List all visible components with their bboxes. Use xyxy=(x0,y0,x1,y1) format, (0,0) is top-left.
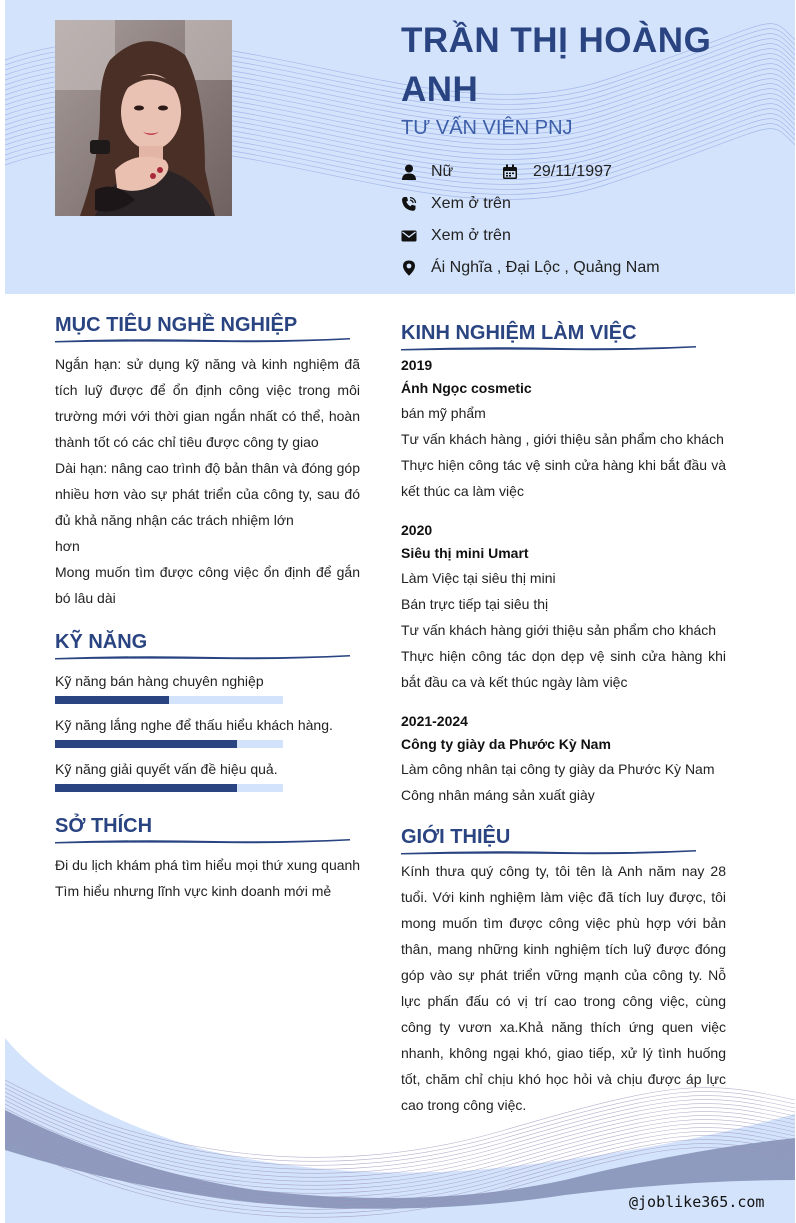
experience-line: Bán trực tiếp tại siêu thị xyxy=(401,596,549,612)
experience-line: Thực hiện công tác vệ sinh cửa hàng khi bắt đầu và kết thúc ca làm việc xyxy=(401,457,726,499)
skill-bar-fill xyxy=(55,784,237,792)
objective-line: Ngắn hạn: sử dụng kỹ năng và kinh nghiệm đã tích luỹ được để ổn định công việc trong môi trường mới với thời gian ngắn nhất có thể, hoàn thành tốt có các chỉ tiêu được công ty giao xyxy=(55,356,360,450)
phone-icon xyxy=(401,196,417,212)
address-row xyxy=(401,258,660,278)
experience-year: 2021-2024 xyxy=(401,713,468,729)
hobby-line: Tìm hiểu nhưng lĩnh vực kinh doanh mới mẻ xyxy=(55,883,332,899)
candidate-name: TRẦN THỊ HOÀNG ANH xyxy=(401,21,712,109)
hobbies-text xyxy=(55,852,365,904)
address-value: Ái Nghĩa , Đại Lộc , Quảng Nam xyxy=(431,259,660,276)
experience-company: Siêu thị mini Umart xyxy=(401,545,529,561)
skill-item xyxy=(55,671,355,704)
experience-line: Tư vấn khách hàng giới thiệu sản phẩm cho khách xyxy=(401,622,717,638)
skill-bar xyxy=(55,784,283,792)
gender-value: Nữ xyxy=(431,163,454,180)
profile-photo xyxy=(55,20,232,216)
objective-text xyxy=(55,351,360,611)
objective-line: hơn xyxy=(55,538,80,554)
skill-label: Kỹ năng lắng nghe để thấu hiểu khách hàng. xyxy=(55,717,333,733)
about-heading: GIỚI THIỆU xyxy=(401,826,511,848)
experience-underline xyxy=(401,344,696,352)
experience-heading: KINH NGHIỆM LÀM VIỆC xyxy=(401,322,637,344)
user-icon xyxy=(401,164,417,180)
experience-line: Làm công nhân tại công ty giày da Phước Kỳ Nam xyxy=(401,761,715,777)
objective-underline xyxy=(55,336,350,344)
experience-item xyxy=(401,354,726,504)
experience-item xyxy=(401,519,726,695)
hobbies-underline xyxy=(55,837,350,845)
gender-row xyxy=(401,162,453,182)
hobbies-heading: SỞ THÍCH xyxy=(55,815,153,837)
envelope-icon xyxy=(401,228,417,244)
dob-row xyxy=(502,162,612,182)
about-underline xyxy=(401,848,696,856)
skill-bar xyxy=(55,696,283,704)
candidate-job-title: TƯ VẤN VIÊN PNJ xyxy=(401,117,573,139)
objective-line: Dài hạn: nâng cao trình độ bản thân và đóng góp nhiều hơn vào sự phát triển của công ty, sau đó đủ khả năng nhận các trách nhiệm lớn xyxy=(55,460,360,528)
email-value: Xem ở trên xyxy=(431,227,511,244)
skill-label: Kỹ năng bán hàng chuyên nghiệp xyxy=(55,673,264,689)
experience-company: Công ty giày da Phước Kỳ Nam xyxy=(401,736,611,752)
skill-label: Kỹ năng giải quyết vấn đề hiệu quả. xyxy=(55,761,278,777)
email-row xyxy=(401,226,511,246)
skill-bar-fill xyxy=(55,696,169,704)
cv-page xyxy=(5,0,795,1223)
skill-item xyxy=(55,759,355,792)
footer-handle: @joblike365.com xyxy=(629,1193,765,1211)
experience-line: Tư vấn khách hàng , giới thiệu sản phẩm cho khách xyxy=(401,431,724,447)
phone-value: Xem ở trên xyxy=(431,195,511,212)
experience-item xyxy=(401,710,726,808)
experience-year: 2020 xyxy=(401,522,433,538)
skills-heading: KỸ NĂNG xyxy=(55,631,148,653)
calendar-icon xyxy=(502,164,518,180)
experience-company: Ánh Ngọc cosmetic xyxy=(401,380,532,396)
hobby-line: Đi du lịch khám phá tìm hiểu mọi thứ xung quanh xyxy=(55,857,361,873)
experience-year: 2019 xyxy=(401,357,433,373)
experience-line: Công nhân máng sản xuất giày xyxy=(401,787,595,803)
map-pin-icon xyxy=(401,260,417,276)
objective-heading: MỤC TIÊU NGHỀ NGHIỆP xyxy=(55,314,298,336)
cv-header xyxy=(5,0,795,294)
phone-row xyxy=(401,194,511,214)
experience-line: Thực hiện công tác dọn dẹp vệ sinh cửa hàng khi bắt đầu ca và kết thúc ngày làm việc xyxy=(401,648,726,690)
dob-value: 29/11/1997 xyxy=(533,163,612,180)
experience-line: bán mỹ phẩm xyxy=(401,405,486,421)
skill-bar xyxy=(55,740,283,748)
about-text: Kính thưa quý công ty, tôi tên là Anh năm nay 28 tuổi. Với kinh nghiệm làm việc đã tích luy được, tôi mong muốn tìm được công việc phù hợp với bản thân, mang những kinh nghiệm tích luỹ được đóng góp vào sự phát triển vững mạnh của công ty. Nỗ lực phấn đấu có vị trí cao trong công việc, cùng công ty vươn xa.Khả năng thích ứng quen việc nhanh, không ngại khó, giao tiếp, xử lý tình huống tốt, chăm chỉ chịu khó học hỏi và chịu được áp lực cao trong công việc. xyxy=(401,863,726,1113)
skill-bar-fill xyxy=(55,740,237,748)
experience-line: Làm Việc tại siêu thị mini xyxy=(401,570,556,586)
skill-item xyxy=(55,715,355,748)
objective-line: Mong muốn tìm được công việc ổn định để gắn bó lâu dài xyxy=(55,564,360,606)
skills-underline xyxy=(55,653,350,661)
